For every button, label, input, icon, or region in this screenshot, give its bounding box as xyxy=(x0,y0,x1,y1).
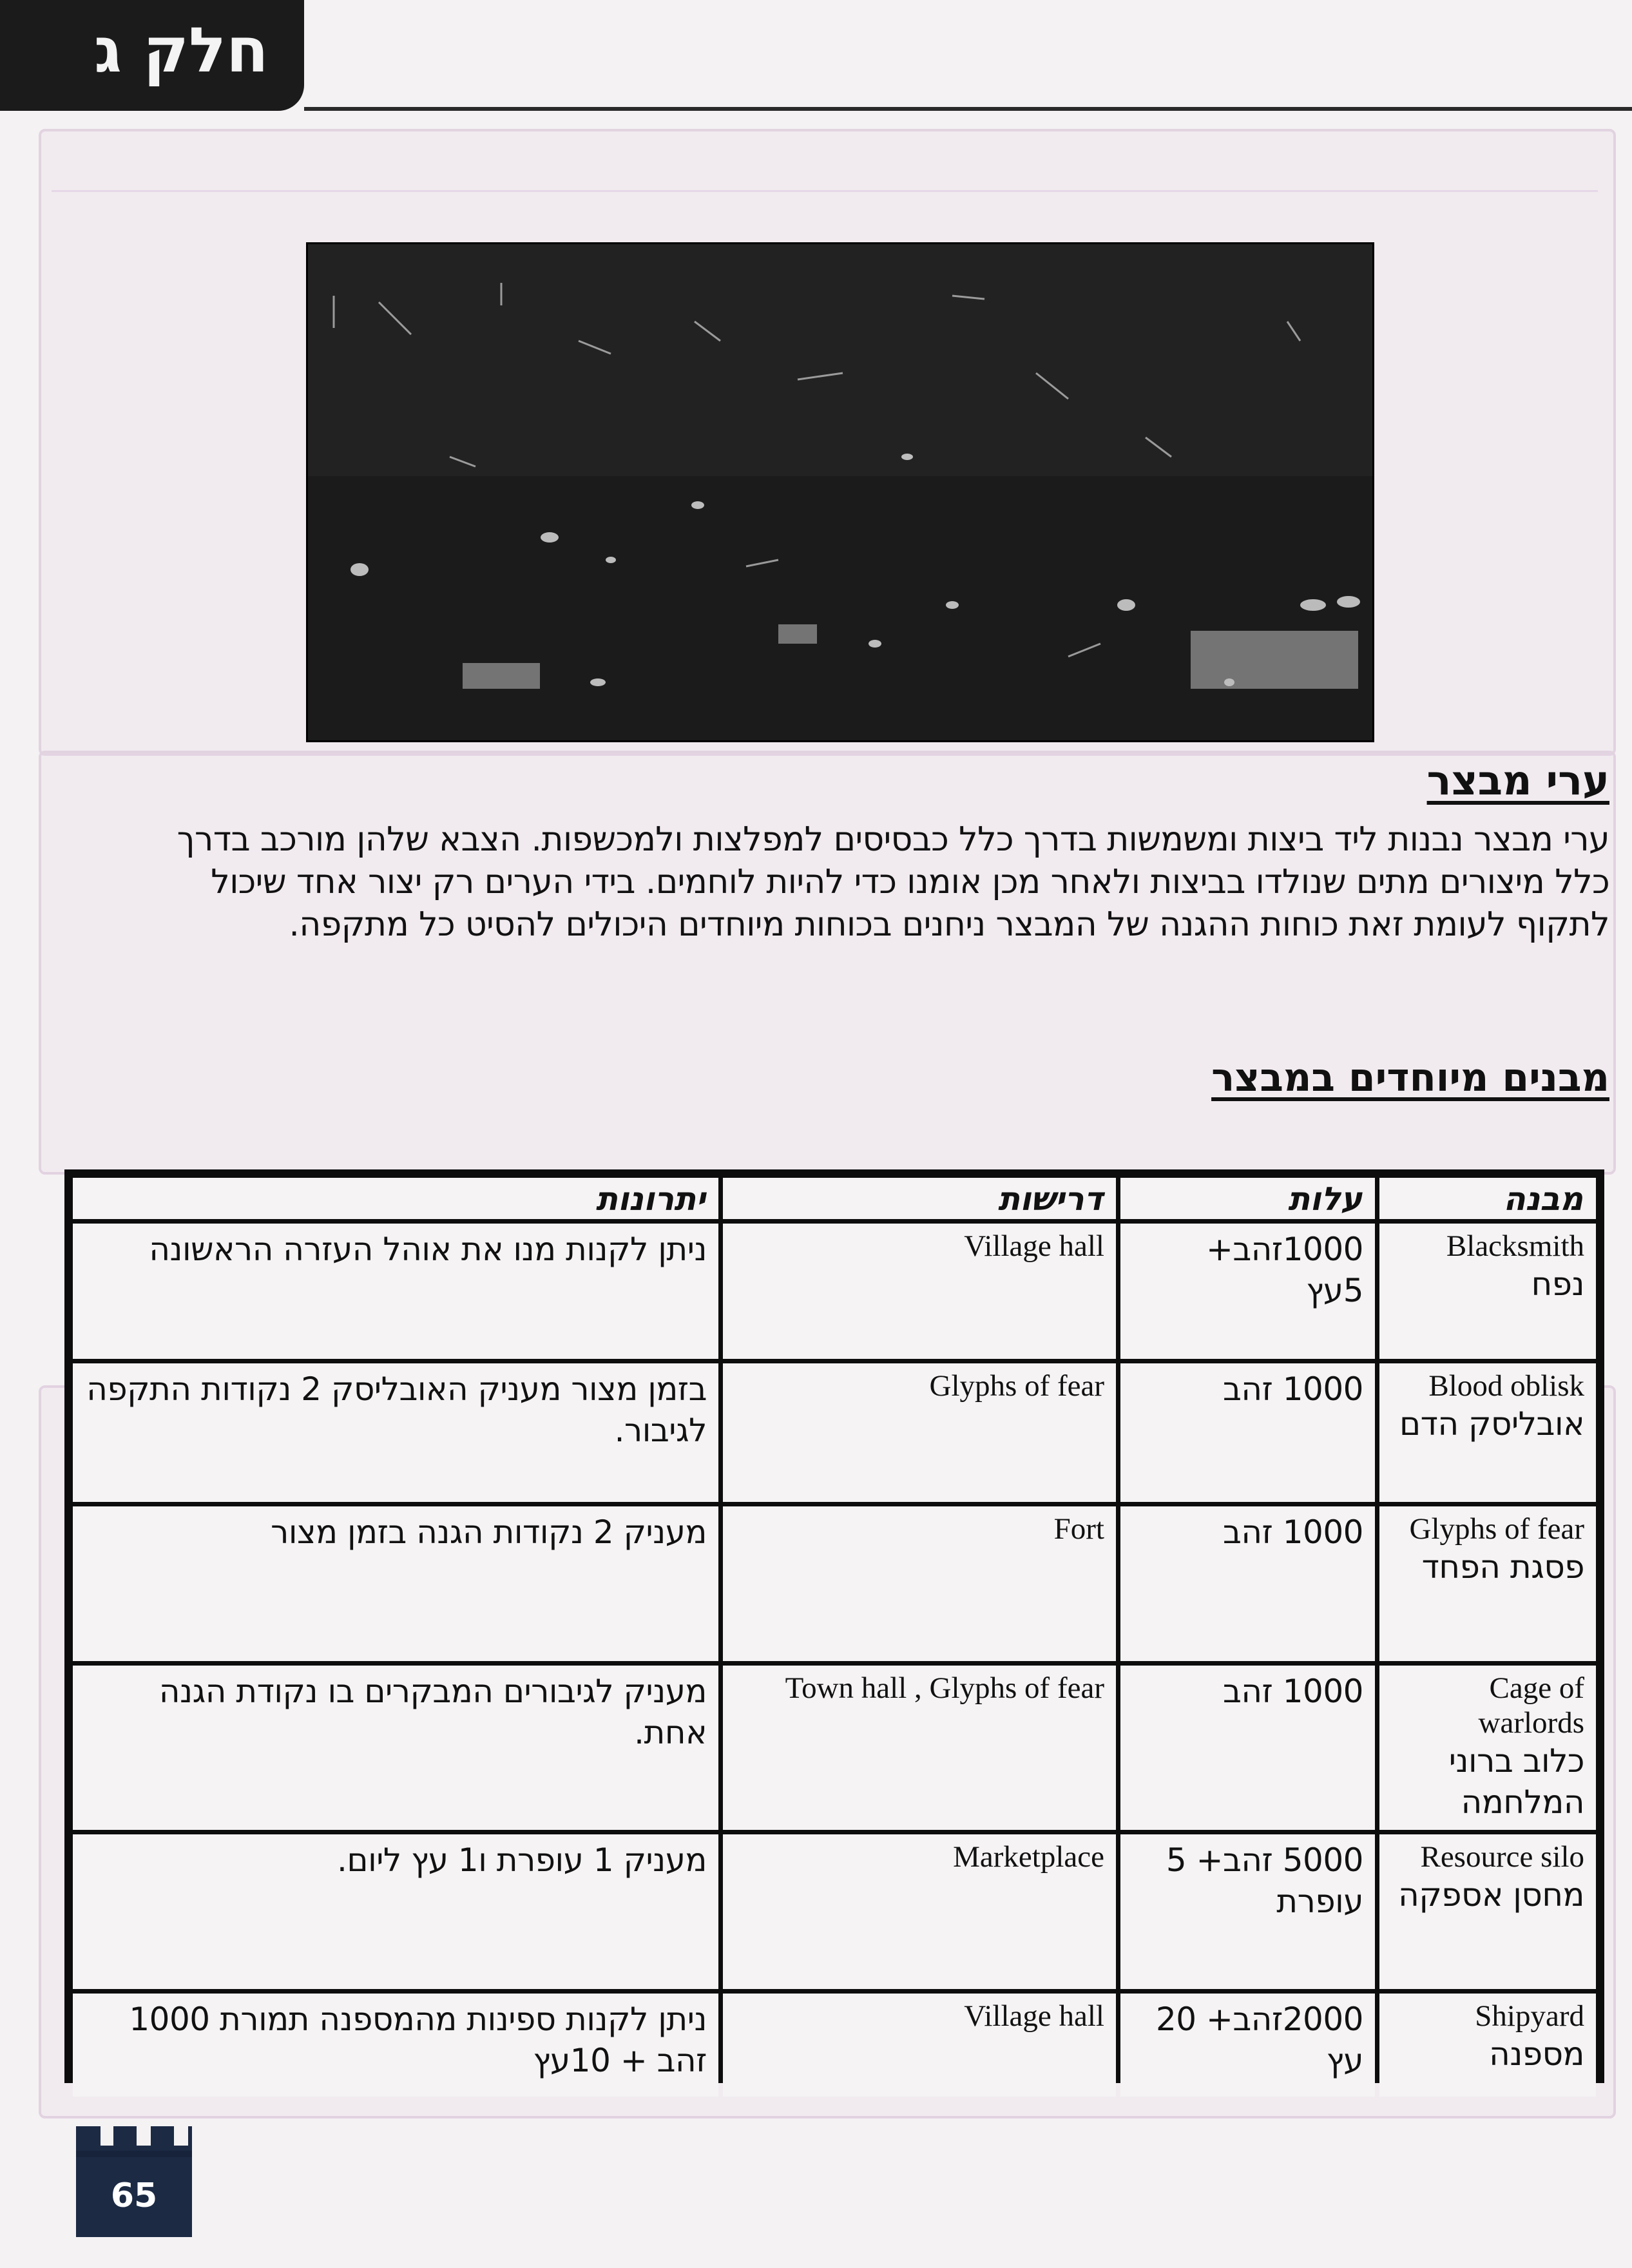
section-title: ערי מבצר xyxy=(1426,757,1609,804)
table-row xyxy=(73,1666,1596,1830)
header-building: מבנה xyxy=(1379,1178,1596,1219)
cell-requirements xyxy=(723,1994,1116,2097)
header-cost: עלות xyxy=(1120,1178,1375,1219)
cell-benefits xyxy=(73,1363,718,1502)
cost-line: 1000 זהב xyxy=(1222,1673,1363,1710)
requirements-text: Fort xyxy=(1053,1512,1104,1546)
cost-line: 5עץ xyxy=(1306,1272,1363,1309)
cell-cost xyxy=(1120,1363,1375,1502)
cost-line: עופרת xyxy=(1276,1883,1363,1920)
table-row xyxy=(73,1506,1596,1661)
cell-building xyxy=(1379,1666,1596,1830)
cost-line: 1000 זהב xyxy=(1222,1514,1363,1551)
section-paragraph: ערי מבצר נבנות ליד ביצות ומשמשות בדרך כלל כבסיסים למפלצות ולמכשפות. הצבא שלהן מורכב בדרך כלל מיצורים מתים שנולדו בביצות ולאחר מכן אומנו כדי להיות לוחמים. בידי הערים רק יצור אחד שיכול לתקוף לעומת זאת כוחות ההגנה של המבצר ניחנים בכוחות מיוחדים היכולים להסיט כל מתקפה. xyxy=(177,820,1609,944)
table-row xyxy=(73,1224,1596,1359)
building-name-en: Blacksmith xyxy=(1446,1229,1584,1263)
cell-requirements xyxy=(723,1363,1116,1502)
benefits-text: ניתן לקנות ספינות מהמספנה תמורת 1000 זהב + 10עץ xyxy=(129,2001,707,2079)
cell-benefits xyxy=(73,1224,718,1359)
part-tab-label: חלק ג xyxy=(93,14,269,86)
benefits-text: מעניק 2 נקודות הגנה בזמן מצור xyxy=(271,1514,707,1551)
fortress-night-screenshot xyxy=(306,242,1374,742)
buildings-heading: מבנים מיוחדים במבצר xyxy=(1211,1055,1609,1100)
benefits-text: מעניק לגיבורים המבקרים בו נקודת הגנה אחת. xyxy=(158,1673,707,1751)
requirements-text: Marketplace xyxy=(953,1840,1104,1874)
cell-requirements xyxy=(723,1506,1116,1661)
table-row xyxy=(73,1994,1596,2097)
cost-line: 5000 זהב+ 5 xyxy=(1166,1841,1363,1879)
building-name-en: Shipyard xyxy=(1475,1999,1584,2033)
building-name-en: Blood oblisk xyxy=(1428,1369,1584,1403)
requirements-text: Village hall xyxy=(964,1999,1104,2033)
table-row xyxy=(73,1363,1596,1502)
cell-benefits xyxy=(73,1506,718,1661)
cell-requirements xyxy=(723,1666,1116,1830)
cell-cost xyxy=(1120,1506,1375,1661)
cell-building xyxy=(1379,1506,1596,1661)
header-requirements: דרישות xyxy=(723,1178,1116,1219)
cell-benefits xyxy=(73,1666,718,1830)
building-name-he: נפח xyxy=(1531,1265,1584,1303)
cell-benefits xyxy=(73,1834,718,1989)
building-name-en: Cage of warlords xyxy=(1478,1671,1584,1740)
cell-building xyxy=(1379,1834,1596,1989)
building-name-he: כלוב ברוני המלחמה xyxy=(1448,1742,1584,1821)
part-tab xyxy=(0,0,304,111)
cost-line: 1000זהב+ xyxy=(1205,1231,1363,1268)
cost-line: 2000זהב+ 20 xyxy=(1155,2001,1363,2038)
table-row xyxy=(73,1834,1596,1989)
header-benefits: יתרונות xyxy=(73,1178,718,1219)
requirements-text: Town hall , Glyphs of fear xyxy=(785,1671,1104,1705)
requirements-text: Glyphs of fear xyxy=(929,1369,1104,1403)
cost-line: עץ xyxy=(1326,2042,1363,2079)
building-name-he: מספנה xyxy=(1489,2035,1584,2073)
cost-line: 1000 זהב xyxy=(1222,1370,1363,1408)
bleed-through-line xyxy=(52,190,1598,192)
cell-benefits xyxy=(73,1994,718,2097)
building-name-he: פסגת הפחד xyxy=(1421,1548,1584,1586)
cell-requirements xyxy=(723,1224,1116,1359)
buildings-table-frame xyxy=(64,1169,1604,2083)
cell-building xyxy=(1379,1363,1596,1502)
cell-cost xyxy=(1120,1224,1375,1359)
cell-cost xyxy=(1120,1834,1375,1989)
building-name-he: מחסן אספקה xyxy=(1398,1876,1584,1914)
benefits-text: בזמן מצור מעניק האובליסק 2 נקודות התקפה לגיבור. xyxy=(86,1370,707,1449)
bleed-through-box xyxy=(39,751,1616,1175)
cell-building xyxy=(1379,1224,1596,1359)
building-name-en: Resource silo xyxy=(1420,1840,1584,1874)
cell-cost xyxy=(1120,1666,1375,1830)
castle-tower-icon xyxy=(76,2126,192,2237)
building-name-he: אובליסק הדם xyxy=(1399,1405,1584,1443)
benefits-text: מעניק 1 עופרת ו1 עץ ליום. xyxy=(337,1841,707,1879)
header-rule xyxy=(304,107,1632,111)
screenshot-art xyxy=(308,244,1372,740)
cell-building xyxy=(1379,1994,1596,2097)
cell-cost xyxy=(1120,1994,1375,2097)
building-name-en: Glyphs of fear xyxy=(1409,1512,1584,1546)
cell-requirements xyxy=(723,1834,1116,1989)
requirements-text: Village hall xyxy=(964,1229,1104,1263)
page-number: 65 xyxy=(110,2177,158,2215)
table-header-row xyxy=(73,1178,1596,1219)
buildings-table xyxy=(68,1173,1600,2101)
benefits-text: ניתן לקנות מנו את אוהל העזרה הראשונה xyxy=(149,1231,707,1268)
